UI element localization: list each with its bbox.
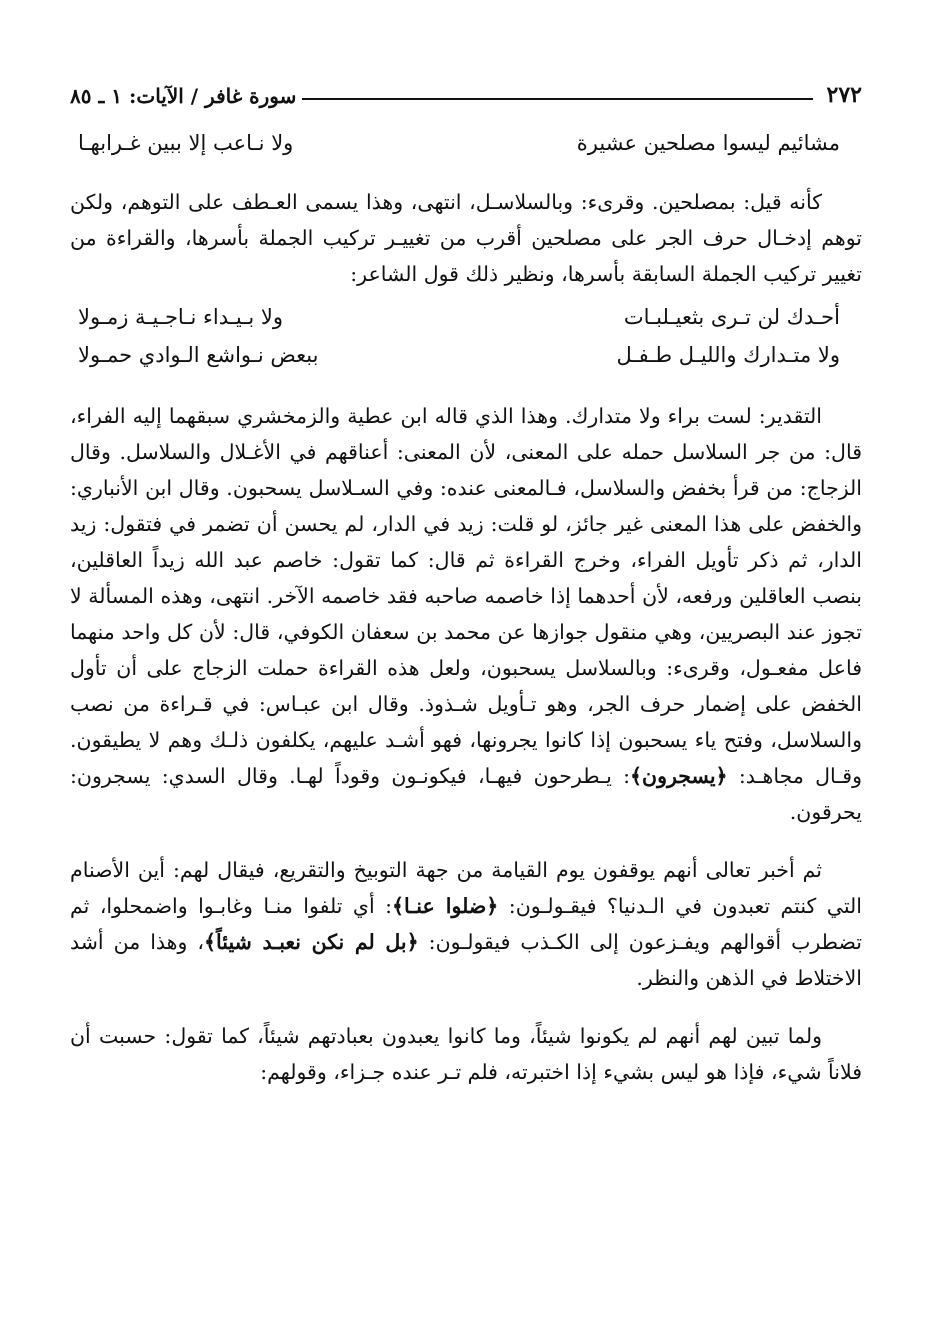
verse-second-hemistich: ببعض نـواشع الـوادي حمـولا xyxy=(78,343,319,367)
paragraph-2 xyxy=(70,398,862,830)
poetry-block-2 xyxy=(70,298,862,374)
quran-quote-dallu-anna: ﴿ضلوا عنـا﴾ xyxy=(392,894,499,918)
paragraph-1: كأنه قيل: بمصلحين. وقرىء: وبالسلاسـل، انتهى، وهذا يسمى العـطف على التوهم، ولكن توهم إدخـال حرف الجر على مصلحين أقرب من تغييـر تركيب الجملة بأسرها، والقراءة من تغيير تركيب الجملة السابقة بأسرها، ونظير ذلك قول الشاعر: xyxy=(70,190,862,286)
poetry-verse-2b xyxy=(70,336,862,374)
paragraph-3-text-a: ثم أخبر تعالى أنهم يوقفون يوم القيامة من جهة التوبيخ والتقريع، فيقال لهم: أين الأصنام التي كنتم تعبدون في الـدنيا؟ فيقـولـون: xyxy=(70,858,862,918)
paragraph-2-end: : يـطرحون فيهـا، فيكونـون وقوداً لهـا. وقال السدي: يسجرون: يحرقون. xyxy=(70,764,862,824)
verse-first-hemistich: ولا متـدارك والليـل طـفـل xyxy=(616,343,840,367)
paragraph-4: ولما تبين لهم أنهم لم يكونوا شيئاً، وما كانوا يعبدون بعبادتهم شيئاً، كما تقول: حسبت أن فلاناً شيء، فإذا هو ليس بشيء إذا اختبرته، فلم تـر عنده جـزاء، وقولهم: xyxy=(70,1024,862,1084)
paragraph-3 xyxy=(70,852,862,996)
poetry-verse-1 xyxy=(70,124,862,162)
verse-second-hemistich: ولا بـيـداء نـاجـيـة زمـولا xyxy=(78,305,284,329)
verse-first-hemistich: أحـدك لن تـرى بثعيـلبـات xyxy=(623,305,840,329)
page-number: ٢٧٢ xyxy=(826,82,862,108)
poetry-verse-2a xyxy=(70,298,862,336)
paragraph-3-text-c: ، وهذا من أشد الاختلاط في الذهن والنظر. xyxy=(70,930,862,990)
paragraph-2-text: التقدير: لست براء ولا متدارك. وهذا الذي قاله ابن عطية والزمخشري سبقهما إليه الفراء، قال: من جر السلاسل حمله على المعنى، لأن المعنى: أعناقهم في الأغـلال والسلاسل. وقال الزجاج: من قرأ بخفض والسلاسل، فـالمعنى عنده: وفي السـلاسل يسحبون. وقال ابن الأنباري: والخفض على هذا المعنى غير جائز، لو قلت: زيد في الدار، لم يحسن أن تضمر في فتقول: زيد الدار، ثم ذكر تأويل الفراء، وخرج القراءة ثم قال: كما تقول: خاصم عبد الله زيداً العاقلين، بنصب العاقلين ورفعه، لأن أحدهما إذا خاصمه صاحبه فقد خاصمه الآخر. انتهى، وهذه المسألة لا تجوز عند البصريين، وهي منقول جوازها عن محمد بن سعفان الكوفي، قال: لأن كل واحد منهما فاعل مفعـول، وقرىء: وبالسلاسل يسحبون، ولعل هذه القراءة حملت الزجاج على أن تأول الخفض على إضمار حرف الجر، وهو تـأويل شـذوذ. وقال ابن عبـاس: في قـراءة من نصب والسلاسل، وفتح ياء يسحبون إذا كانوا يجرونها، فهو أشـد عليهم، يكلفون ذلـك وهم لا يطيقون. وقـال مجاهـد: xyxy=(70,404,862,788)
quran-quote-bal-lam-nakun: ﴿بل لم نكن نعبـد شيئاً﴾ xyxy=(204,930,419,954)
verse-first-hemistich: مشائيم ليسوا مصلحين عشيرة xyxy=(576,131,840,155)
paragraph-3-text-b: : أي تلفوا منـا وغابـوا واضمحلوا، ثم تضطرب أقوالهم ويفـزعون إلى الكـذب فيقولـون: xyxy=(70,894,862,954)
verse-second-hemistich: ولا نـاعب إلا ببين غـرابهـا xyxy=(78,131,294,155)
running-title: سورة غافر / الآيات: ١ ـ ٨٥ xyxy=(70,84,297,108)
quran-quote-yusjarun: ﴿يسجرون﴾ xyxy=(630,764,728,788)
book-page xyxy=(70,72,862,1090)
page-header xyxy=(70,72,862,106)
header-rule xyxy=(302,98,812,100)
